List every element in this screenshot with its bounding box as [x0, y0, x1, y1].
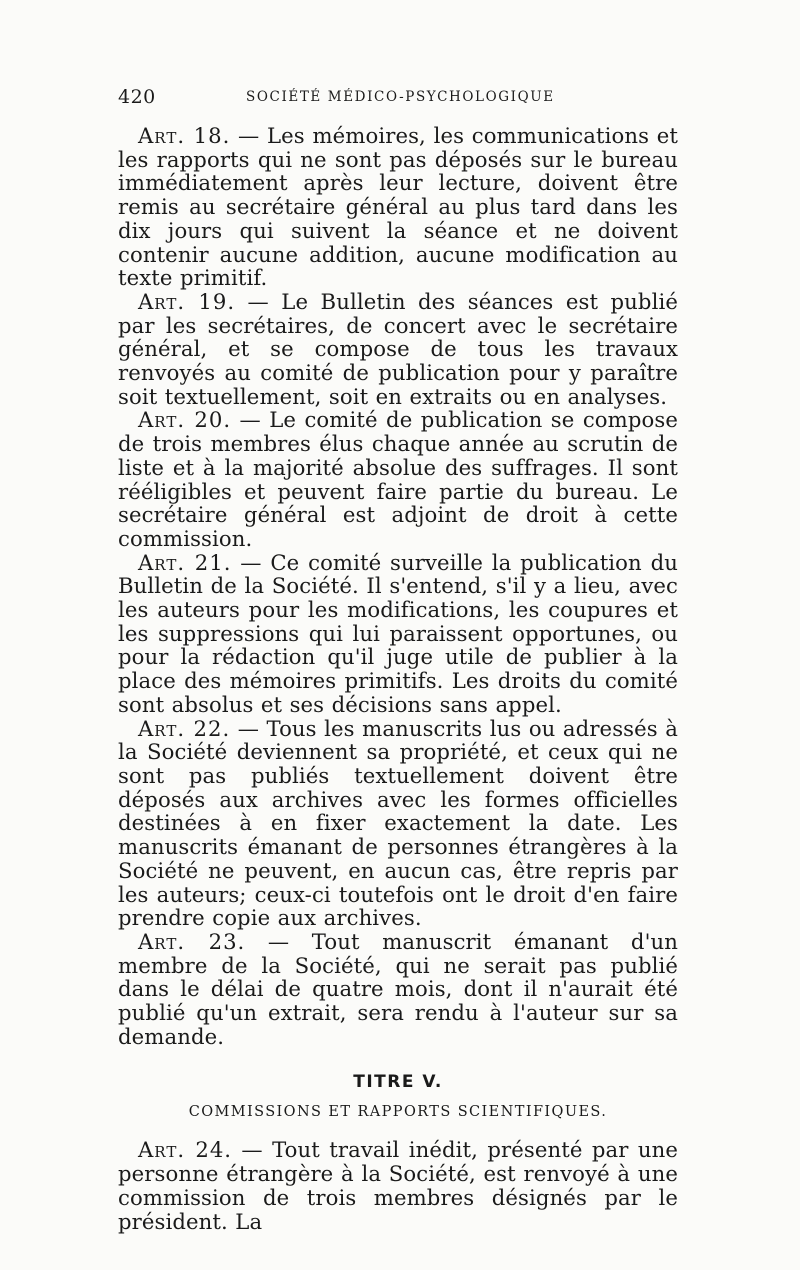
- section-title: TITRE V.: [353, 1072, 443, 1093]
- article-24: [118, 1138, 678, 1233]
- article-text: — Le Bulletin des séances est publié par les secrétaires, de concert avec le secrétaire général, et se compose de tous les travaux renvoyés au comité de publication pour y paraître soit textuellement, soit en extraits ou en analyses.: [118, 288, 678, 409]
- page-header: [118, 86, 678, 116]
- article-18: [118, 124, 678, 290]
- article-23: [118, 930, 678, 1049]
- body-text: [118, 124, 678, 1233]
- article-19: [118, 290, 678, 409]
- article-label: Art. 23.: [138, 928, 246, 954]
- article-label: Art. 22.: [138, 715, 231, 741]
- article-20: [118, 408, 678, 550]
- article-text: — Le comité de publication se compose de trois membres élus chaque année au scrutin de liste et à la majorité absolue des suffrages. Il sont rééligibles et peuvent faire partie du bureau. Le secrétaire général est adjoint de droit à cette commission.: [118, 407, 678, 551]
- section-subtitle: COMMISSIONS ET RAPPORTS SCIENTIFIQUES.: [188, 1104, 608, 1121]
- article-label: Art. 21.: [138, 549, 232, 575]
- article-label: Art. 19.: [138, 288, 236, 314]
- article-22: [118, 717, 678, 930]
- article-text: — Tous les manuscrits lus ou adressés à la Société deviennent sa propriété, et ceux qui ne sont pas publiés textuellement doivent être déposés aux archives avec les formes officielles destinées à en fixer exactement la date. Les manuscrits émanant de personnes étrangères à la Société ne peuvent, en aucun cas, être repris par les auteurs; ceux-ci toutefois ont le droit d'en faire prendre copie aux archives.: [118, 715, 678, 931]
- article-text: — Les mémoires, les communications et les rapports qui ne sont pas déposés sur le bureau immédiatement après leur lecture, doivent être remis au secrétaire général au plus tard dans les dix jours qui suivent la séance et ne doivent contenir aucune addition, aucune modification au texte primitif.: [118, 123, 679, 291]
- article-21: [118, 551, 678, 717]
- article-text: — Tout manuscrit émanant d'un membre de la Société, qui ne serait pas publié dans le délai de quatre mois, dont il n'aurait été publié qu'un extrait, sera rendu à l'auteur sur sa demande.: [118, 928, 678, 1049]
- article-text: — Tout travail inédit, présenté par une personne étrangère à la Société, est renvoyé à une commission de trois membres désignés par le président. La: [118, 1137, 678, 1234]
- article-label: Art. 18.: [138, 123, 231, 148]
- article-text: — Ce comité surveille la publication du Bulletin de la Société. Il s'entend, s'il y a lieu, avec les auteurs pour les modifications, les coupures et les suppressions qui lui paraissent opportunes, ou pour la rédaction qu'il juge utile de publier à la place des mémoires primitifs. Les droits du comité sont absolus et ses décisions sans appel.: [118, 549, 678, 717]
- article-label: Art. 20.: [138, 407, 232, 433]
- running-head: SOCIÉTÉ MÉDICO-PSYCHOLOGIQUE: [246, 89, 555, 105]
- article-label: Art. 24.: [138, 1137, 233, 1163]
- page-number: 420: [118, 86, 156, 108]
